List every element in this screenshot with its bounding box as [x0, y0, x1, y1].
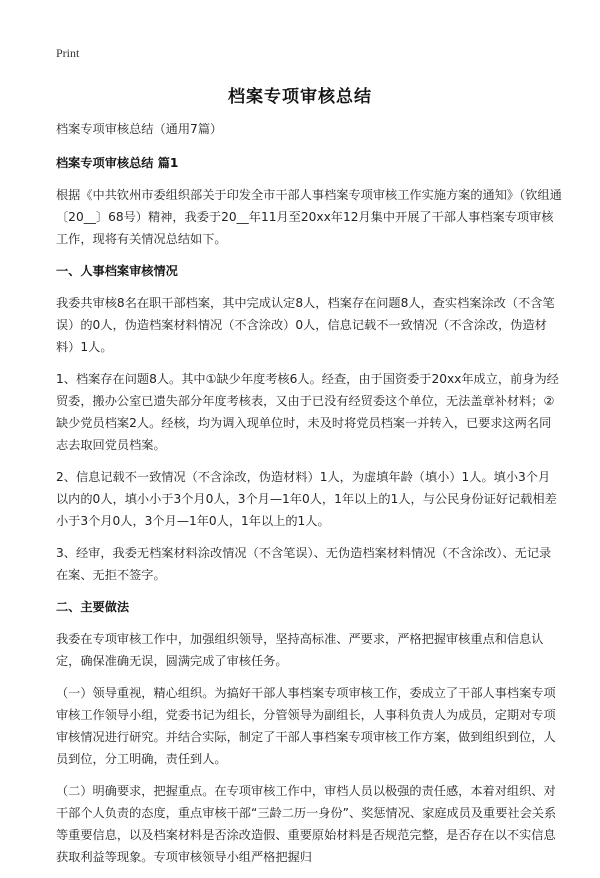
- paragraph-item-3: 3、经审，我委无档案材料涂改情况（不含笔误）、无伪造档案材料情况（不含涂改）、无记录在案、无拒不签字。: [56, 546, 552, 582]
- document-subtitle: 档案专项审核总结（通用7篇）: [56, 122, 223, 136]
- paragraph-practices-intro: 我委在专项审核工作中，加强组织领导，坚持高标准、严要求，严格把握审核重点和信息认定，确保准确无误，圆满完成了审核任务。: [56, 632, 544, 668]
- intro-paragraph: 根据《中共钦州市委组织部关于印发全市干部人事档案专项审核工作实施方案的通知》（钦组通〔20__〕68号）精神，我委于20__年11月至20xx年12月集中开展了干部人事档案专项审核工作，现将有关情况总结如下。: [56, 188, 562, 246]
- section-heading: 档案专项审核总结 篇1: [56, 156, 179, 170]
- paragraph-item-2: 2、信息记载不一致情况（不含涂改，伪造材料）1人，为虚填年龄（填小）1人。填小3个月以内的0人，填小小于3个月0人，3个月—1年0人，1年以上的1人，与公民身份证好记载相差小于3个月0人，3个月—1年0人，1年以上的1人。: [56, 470, 557, 528]
- paragraph-practice-2: （二）明确要求，把握重点。在专项审核工作中，审档人员以极强的责任感，本着对组织、对干部个人负责的态度，重点审核干部“三龄二历一身份”、奖惩情况、家庭成员及重要社会关系等重要信息，以及档案材料是否涂改造假、重要原始材料是否规范完整，是否存在以不实信息获取利益等现象。专项审核领导小组严格把握归: [56, 784, 557, 864]
- paragraph-review-summary: 我委共审核8名在职干部档案，其中完成认定8人，档案存在问题8人，查实档案涂改（不含笔误）的0人，伪造档案材料情况（不含涂改）0人，信息记载不一致情况（不含涂改，伪造材料）1人。: [56, 296, 555, 354]
- document-body: [56, 118, 562, 878]
- heading-main-practices: 二、主要做法: [56, 600, 130, 614]
- paragraph-item-1: 1、档案存在问题8人。其中①缺少年度考核6人。经查，由于国资委于20xx年成立，前身为经贸委，搬办公室已遗失部分年度考核表，又由于已没有经贸委这个单位，无法盖章补材料；②缺少党员档案2人。经核，均为调入现单位时，未及时将党员档案一并转入，已要求这两名同志去取回党员档案。: [56, 372, 559, 452]
- page-title: 档案专项审核总结: [228, 87, 372, 107]
- heading-review-status: 一、人事档案审核情况: [56, 264, 178, 278]
- paragraph-practice-1: （一）领导重视，精心组织。为搞好干部人事档案专项审核工作，委成立了干部人事档案专项审核工作领导小组，党委书记为组长，分管领导为副组长，人事科负责人为成员，定期对专项审核情况进行研究。并结合实际，制定了干部人事档案专项审核工作方案，做到组织到位，人员到位，分工明确，责任到人。: [56, 686, 556, 766]
- print-link[interactable]: Print: [56, 46, 80, 60]
